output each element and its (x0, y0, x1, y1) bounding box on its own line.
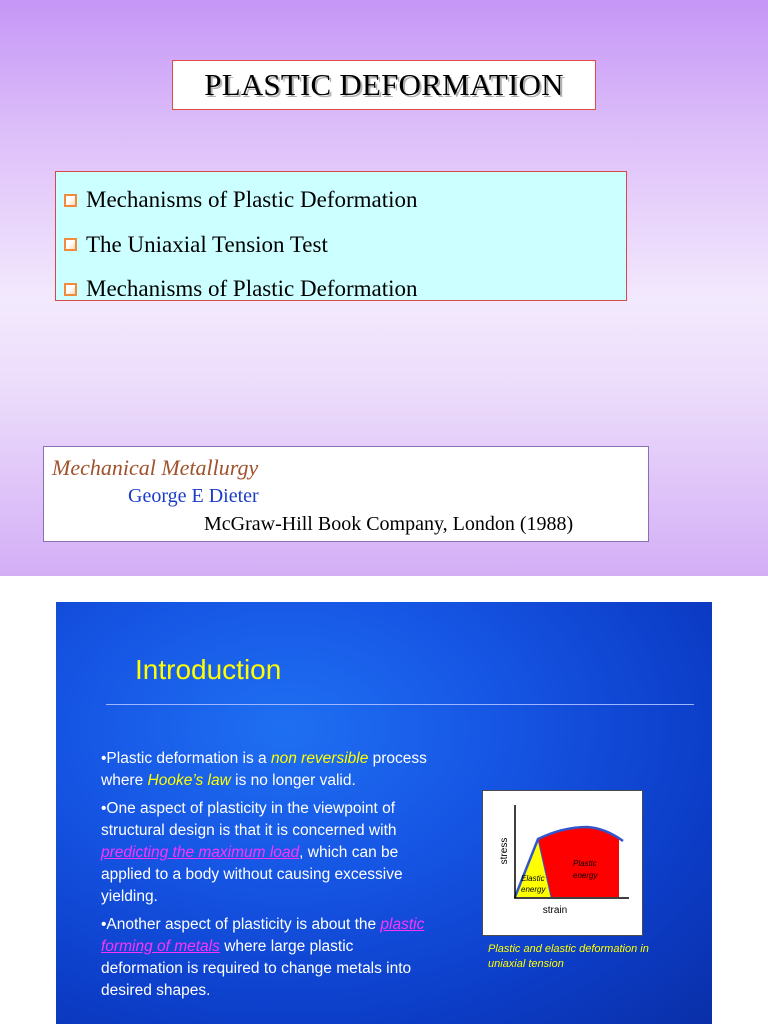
text-run: •Plastic deformation is a (101, 750, 271, 767)
paragraph-maximum-load (101, 798, 431, 908)
plastic-label-line2: energy (573, 871, 598, 880)
reference-publisher: McGraw-Hill Book Company, London (1988) (204, 513, 574, 535)
y-axis-label: stress (499, 837, 510, 865)
reference-book-title: Mechanical Metallurgy (52, 455, 259, 480)
text-run: •Another aspect of plasticity is about the (101, 916, 381, 933)
stress-strain-figure (482, 790, 643, 936)
text-run: is no longer valid. (230, 772, 356, 789)
text-run: •One aspect of plasticity in the viewpoint of structural design is that it is concerned with (101, 800, 397, 839)
topic-label: Mechanisms of Plastic Deformation (86, 187, 418, 213)
slide-title: PLASTIC DEFORMATION (204, 67, 564, 102)
topics-list (55, 171, 627, 301)
topic-label: Mechanisms of Plastic Deformation (86, 276, 418, 302)
slide-introduction (56, 602, 712, 1024)
highlight-predicting-maximum-load: predicting the maximum load (101, 844, 300, 861)
paragraph-hookes-law (101, 748, 431, 792)
text-run: , which can be applied to a body without causing excessive yielding. (101, 844, 403, 905)
topic-item (56, 178, 626, 223)
x-axis-label: strain (542, 905, 568, 916)
highlight-hookes-law: Hooke’s law (147, 772, 231, 789)
topic-item (56, 267, 626, 312)
elastic-label-line2: energy (521, 885, 546, 894)
introduction-body (101, 748, 431, 1008)
stress-strain-diagram (483, 791, 642, 935)
topic-label: The Uniaxial Tension Test (86, 231, 328, 257)
reference-box (43, 446, 649, 542)
slide-title-box (172, 60, 596, 110)
text-run: process where (101, 750, 427, 789)
highlight-non-reversible: non reversible (270, 750, 369, 767)
text-run: where large plastic deformation is required to change metals into desired shapes. (101, 938, 412, 999)
checkbox-bullet-icon (64, 283, 77, 296)
checkbox-bullet-icon (64, 194, 77, 207)
plastic-label-line1: Plastic (573, 859, 597, 868)
highlight-plastic-forming-of-metals: plastic forming of metals (101, 916, 425, 955)
paragraph-plastic-forming (101, 914, 431, 1002)
checkbox-bullet-icon (64, 238, 77, 251)
title-divider (106, 704, 694, 705)
topic-item (56, 223, 626, 268)
elastic-label-line1: Elastic (521, 874, 545, 883)
introduction-title: Introduction (135, 654, 282, 685)
reference-author: George E Dieter (128, 485, 259, 507)
figure-caption: Plastic and elastic deformation in uniaxial tension (488, 943, 649, 970)
